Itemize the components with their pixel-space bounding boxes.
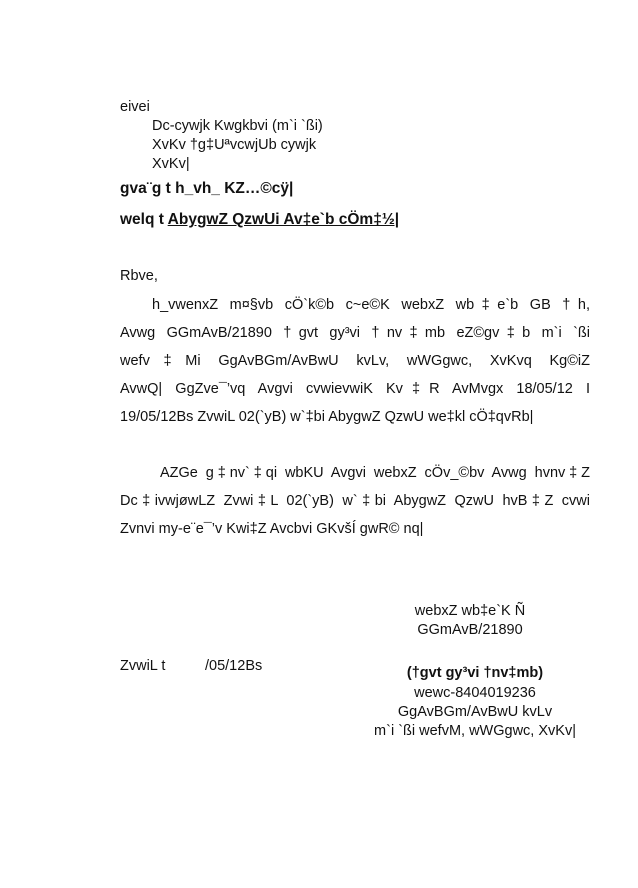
signature-name: (†gvt gy³vi †nv‡mb) [406, 665, 544, 681]
recipient-office: XvKv †g‡UªvcwjUb cywjk [152, 137, 317, 153]
para1-line: wefv‡Mi GgAvBGm/AvBwU kvLv, wWGgwc, XvKvq Kg©iZ [120, 353, 590, 369]
para1-line: AvwQ| GgZve¯’vq Avgvi cvwievwiK Kv‡R AvMvgx 18/05/12 I [120, 381, 590, 397]
para2-line: Zvnvi my-e¨e¯’v Kwi‡Z Avcbvi GKvšÍ gwR© nq| [120, 521, 424, 537]
subject-prefix: welq t [120, 211, 168, 228]
date-label: ZvwiL t [120, 658, 166, 674]
para1-line: Avwg GGmAvB/21890 †gvt gy³vi †nv‡mb eZ©gv‡b m`i `ßi [120, 325, 590, 341]
para2-line: Dc‡ivwjøwLZ Zvwi‡L 02(`yB) w`‡bi AbygwZ QzwU hvB‡Z cvwi [120, 493, 590, 509]
date-value: /05/12Bs [205, 658, 263, 674]
closing-id: GGmAvB/21890 [417, 622, 523, 638]
signature-address: m`i `ßi wefvM, wWGgwc, XvKv| [374, 723, 576, 739]
closing-line: webxZ wb‡e`K Ñ [414, 603, 526, 619]
para1-line: h_vwenxZ m¤§vb cÖ`k©b c~e©K webxZ wb‡e`b GB †h, [152, 297, 590, 313]
recipient-to: eivei [120, 99, 150, 115]
para1-line: 19/05/12Bs ZvwiL 02(`yB) w`‡bi AbygwZ QzwU we‡kl cÖ‡qvRb| [120, 409, 534, 425]
medium-line: gva¨g t h_vh_ KZ…©cÿ| [120, 180, 294, 197]
signature-phone: wewc-8404019236 [414, 685, 536, 701]
recipient-city: XvKv| [152, 156, 190, 172]
signature-unit: GgAvBGm/AvBwU kvLv [397, 704, 553, 720]
recipient-designation: Dc-cywjk Kwgkbvi (m`i `ßi) [152, 118, 323, 134]
subject-line [120, 211, 399, 229]
para2-line: AZGe g‡nv`‡qi wbKU Avgvi webxZ cÖv_©bv Avwg hvnv‡Z [160, 465, 590, 481]
salutation: Rbve, [120, 268, 158, 284]
subject-text: AbygwZ QzwUi Av‡e`b cÖm‡½| [167, 211, 400, 228]
